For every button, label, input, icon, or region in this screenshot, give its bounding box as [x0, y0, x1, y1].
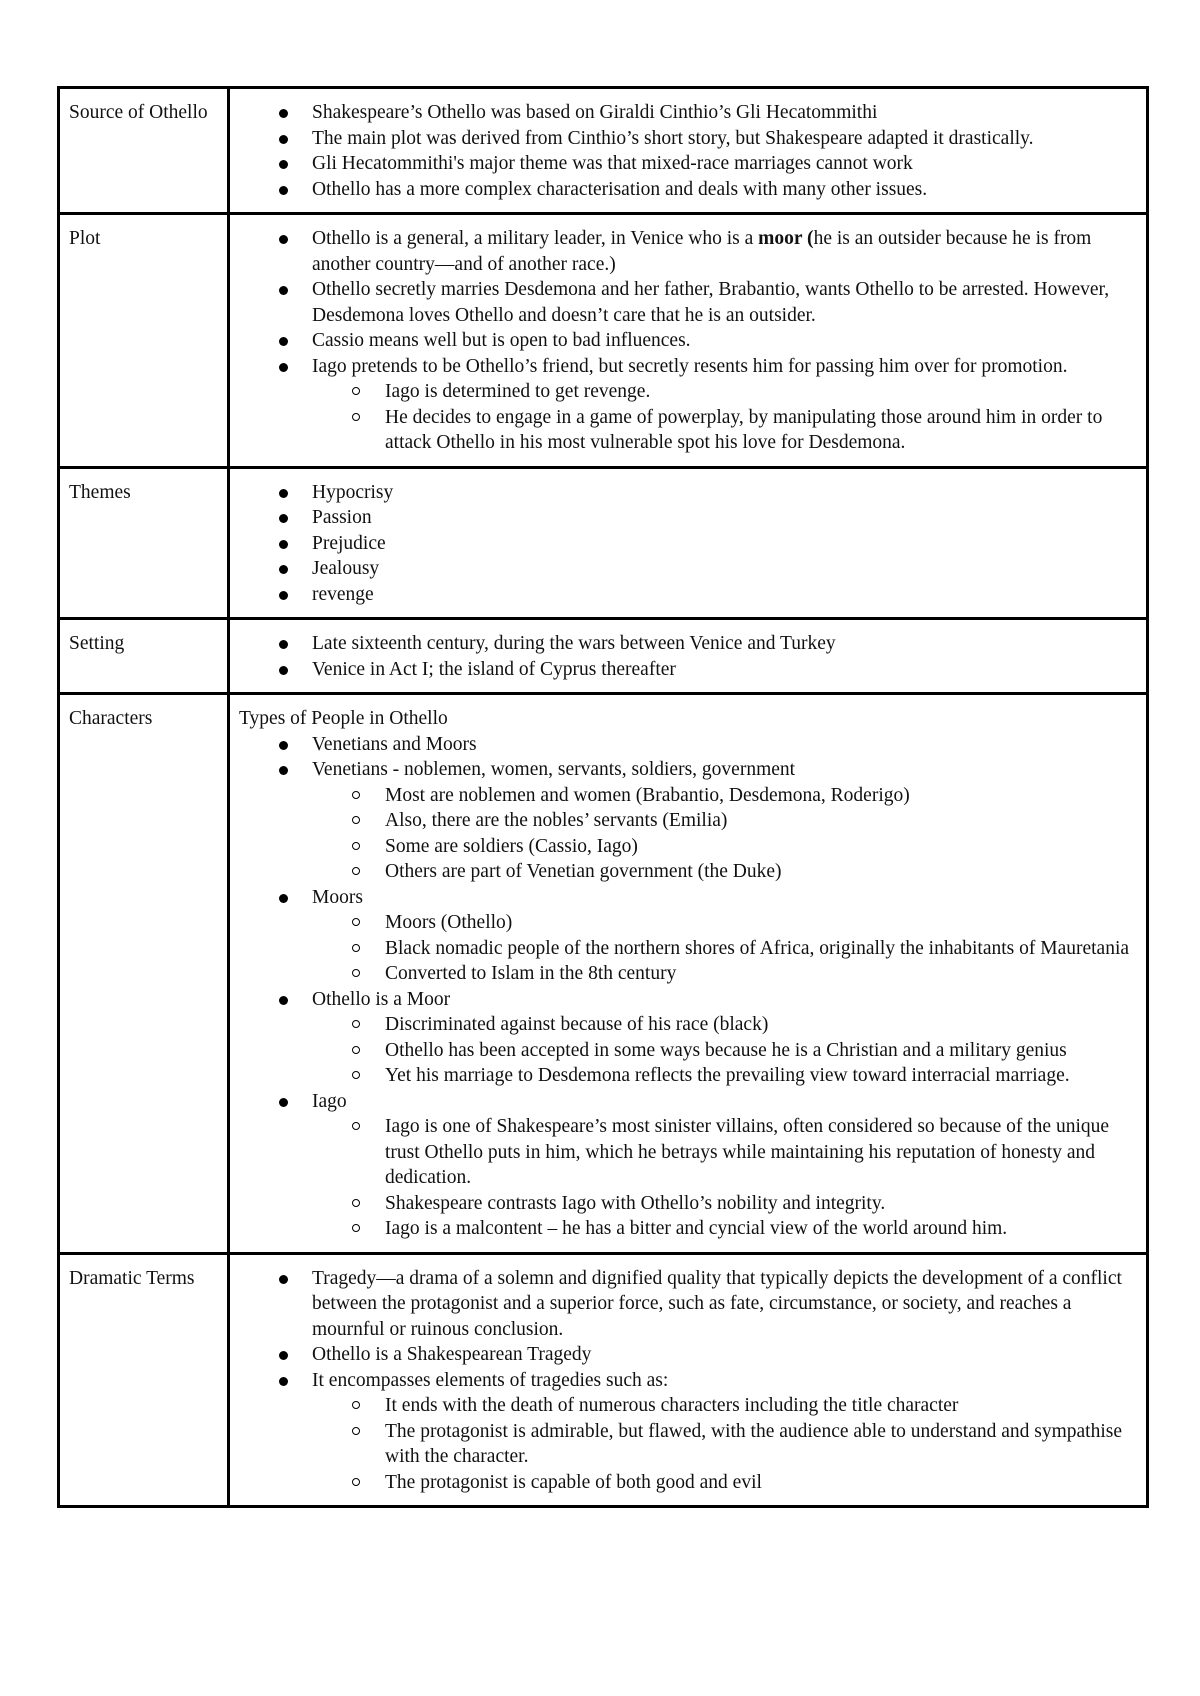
section-intro: Types of People in Othello — [239, 708, 448, 729]
sub-bullet-list — [312, 783, 1138, 885]
sub-list-item: Shakespeare contrasts Iago with Othello’s nobility and integrity. — [385, 1191, 1138, 1217]
list-item: revenge — [312, 582, 1138, 608]
list-item-text: Othello is a Moor — [312, 988, 451, 1010]
list-item: Othello has a more complex characterisation and deals with many other issues. — [312, 177, 1138, 203]
row-label: Source of Othello — [59, 88, 229, 214]
list-item: Cassio means well but is open to bad influences. — [312, 328, 1138, 354]
sub-bullet-list — [312, 1114, 1138, 1242]
row-content — [229, 694, 1148, 1254]
list-item: The main plot was derived from Cinthio’s short story, but Shakespeare adapted it drastically. — [312, 126, 1138, 152]
bullet-list — [239, 1266, 1138, 1496]
row-label: Setting — [59, 619, 229, 694]
list-item: Othello secretly marries Desdemona and her father, Brabantio, wants Othello to be arrested. However, Desdemona loves Othello and doesn’t care that he is an outsider. — [312, 277, 1138, 328]
bullet-list — [239, 732, 1138, 1242]
sub-list-item: He decides to engage in a game of powerplay, by manipulating those around him in order to attack Othello in his most vulnerable spot his love for Desdemona. — [385, 405, 1138, 456]
list-item: Tragedy—a drama of a solemn and dignified quality that typically depicts the development of a conflict between the protagonist and a superior force, such as fate, circumstance, or society, and reaches a mournful or ruinous conclusion. — [312, 1266, 1138, 1343]
row-label: Themes — [59, 467, 229, 619]
bullet-list — [239, 100, 1138, 202]
sub-list-item: Also, there are the nobles’ servants (Emilia) — [385, 808, 1138, 834]
list-item-text: Moors — [312, 886, 363, 908]
sub-list-item: Discriminated against because of his race (black) — [385, 1012, 1138, 1038]
sub-list-item: The protagonist is capable of both good and evil — [385, 1470, 1138, 1496]
row-characters — [59, 694, 1148, 1254]
sub-list-item: Some are soldiers (Cassio, Iago) — [385, 834, 1138, 860]
list-item: Venice in Act I; the island of Cyprus thereafter — [312, 657, 1138, 683]
row-content — [229, 214, 1148, 468]
list-item: Passion — [312, 505, 1138, 531]
list-item-text: Venetians and Moors — [312, 733, 477, 755]
list-item: Jealousy — [312, 556, 1138, 582]
sub-bullet-list — [312, 1012, 1138, 1089]
row-content — [229, 467, 1148, 619]
list-item — [312, 987, 1138, 1089]
bold-term: moor ( — [758, 228, 814, 249]
row-themes — [59, 467, 1148, 619]
sub-list-item: Iago is a malcontent – he has a bitter and cyncial view of the world around him. — [385, 1216, 1138, 1242]
sub-list-item: Others are part of Venetian government (the Duke) — [385, 859, 1138, 885]
list-item-text: Iago pretends to be Othello’s friend, but secretly resents him for passing him over for promotion. — [312, 355, 1068, 377]
sub-list-item: Moors (Othello) — [385, 910, 1138, 936]
row-content — [229, 88, 1148, 214]
sub-list-item: Othello has been accepted in some ways because he is a Christian and a military genius — [385, 1038, 1138, 1064]
list-item — [312, 1089, 1138, 1242]
row-label: Characters — [59, 694, 229, 1254]
sub-list-item: It ends with the death of numerous characters including the title character — [385, 1393, 1138, 1419]
list-item: Prejudice — [312, 531, 1138, 557]
sub-list-item: The protagonist is admirable, but flawed, with the audience able to understand and sympathise with the character. — [385, 1419, 1138, 1470]
sub-list-item: Iago is determined to get revenge. — [385, 379, 1138, 405]
list-item-text: Othello is a general, a military leader, in Venice who is a — [312, 228, 759, 249]
list-item — [312, 885, 1138, 987]
list-item: Hypocrisy — [312, 480, 1138, 506]
list-item — [312, 757, 1138, 885]
list-item: Othello is a Shakespearean Tragedy — [312, 1342, 1138, 1368]
sub-list-item: Converted to Islam in the 8th century — [385, 961, 1138, 987]
bullet-list — [239, 480, 1138, 608]
row-content — [229, 1253, 1148, 1507]
row-label: Plot — [59, 214, 229, 468]
notes-table — [57, 86, 1149, 1508]
list-item-text: Iago — [312, 1090, 347, 1112]
sub-bullet-list — [312, 379, 1138, 456]
sub-list-item: Iago is one of Shakespeare’s most sinister villains, often considered so because of the unique trust Othello puts in him, which he betrays while maintaining his reputation of honesty and dedication. — [385, 1114, 1138, 1191]
bullet-list — [239, 631, 1138, 682]
bullet-list — [239, 226, 1138, 456]
list-item: Late sixteenth century, during the wars between Venice and Turkey — [312, 631, 1138, 657]
list-item: Shakespeare’s Othello was based on Giraldi Cinthio’s Gli Hecatommithi — [312, 100, 1138, 126]
sub-bullet-list — [312, 1393, 1138, 1495]
list-item-text: It encompasses elements of tragedies such as: — [312, 1369, 669, 1391]
row-content — [229, 619, 1148, 694]
sub-list-item: Yet his marriage to Desdemona reflects the prevailing view toward interracial marriage. — [385, 1063, 1138, 1089]
row-plot — [59, 214, 1148, 468]
sub-list-item: Black nomadic people of the northern shores of Africa, originally the inhabitants of Mauretania — [385, 936, 1138, 962]
row-dramatic-terms — [59, 1253, 1148, 1507]
list-item — [312, 354, 1138, 456]
list-item — [312, 732, 1138, 758]
sub-list-item: Most are noblemen and women (Brabantio, Desdemona, Roderigo) — [385, 783, 1138, 809]
list-item — [312, 1368, 1138, 1496]
list-item-text: Venetians - noblemen, women, servants, soldiers, government — [312, 759, 796, 780]
row-setting — [59, 619, 1148, 694]
list-item-text: he is an outsider because he is from another country—and of another race.) — [312, 228, 1092, 275]
list-item: Gli Hecatommithi's major theme was that mixed-race marriages cannot work — [312, 151, 1138, 177]
sub-bullet-list — [312, 910, 1138, 987]
row-source — [59, 88, 1148, 214]
row-label: Dramatic Terms — [59, 1253, 229, 1507]
list-item — [312, 226, 1138, 277]
